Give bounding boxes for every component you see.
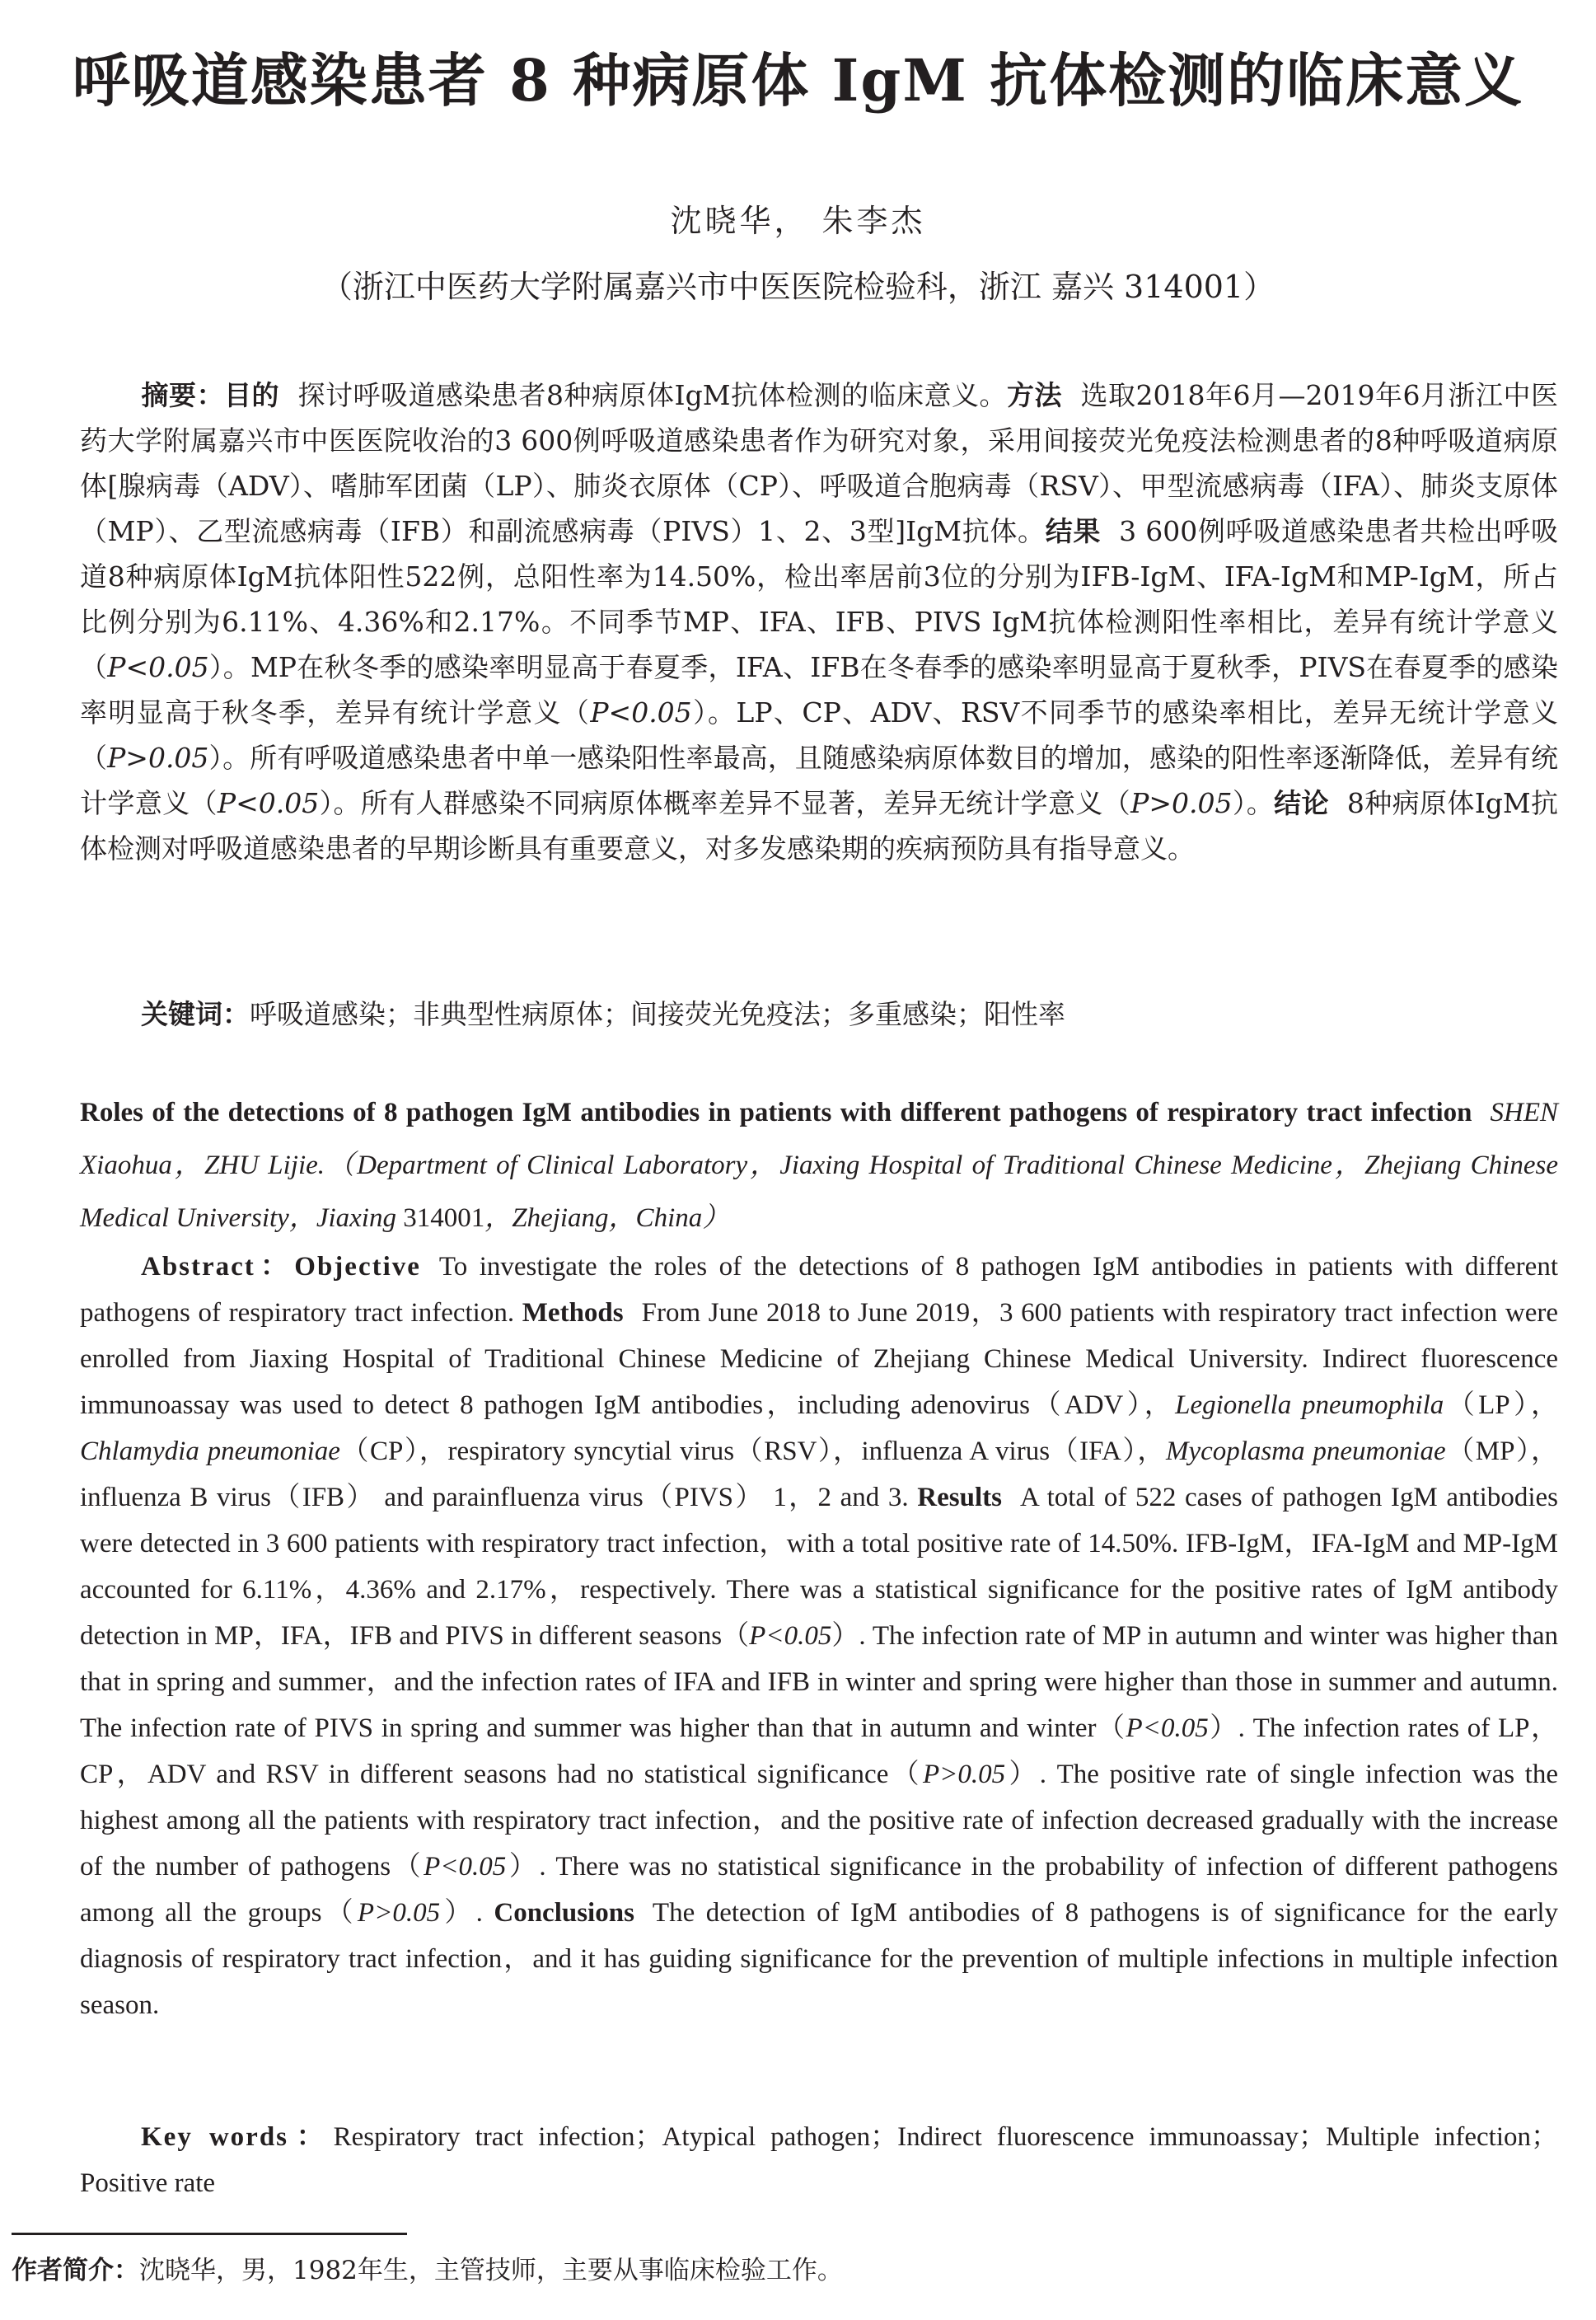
en-results-text: ）. The infection rate of MP in autumn and winter was higher than that in spring and summer，and the infection rates of IFA and IFB in winter and spring were higher than those in summer and autumn. The infection rate of PIVS in spring and summer was higher than that in autumn and winter（ xyxy=(80,1621,1558,1743)
cn-results-text: ）。MP在秋冬季的感染率明显高于春夏季，IFA、IFB在冬春季的感染率明显高于夏秋季，PIVS在春夏季的感染率明显高于秋冬季，差异有统计学意义（ xyxy=(80,651,1558,729)
en-p-value: P<0.05 xyxy=(1126,1713,1209,1743)
cn-p-value: P>0.05 xyxy=(1130,787,1233,819)
en-species-lp: Legionella pneumophila xyxy=(1175,1390,1444,1420)
en-keywords-label: Key words： xyxy=(141,2122,334,2152)
english-authors: SHEN Xiaohua，ZHU Lijie. xyxy=(80,1098,1558,1180)
en-keywords-text: Respiratory tract infection；Atypical pathogen；Indirect fluorescence immunoassay；Multiple infection；Positive rate xyxy=(80,2122,1558,2198)
chinese-abstract xyxy=(80,373,1558,871)
cn-results-text: ）。所有呼吸道感染患者中单一感染阳性率最高，且随感染病原体数目的增加，感染的阳性率逐渐降低，差异有统计学意义（ xyxy=(80,742,1559,819)
footnote-label: 作者简介： xyxy=(12,2256,139,2285)
paper-title: 呼吸道感染患者 8 种病原体 IgM 抗体检测的临床意义 xyxy=(72,46,1524,115)
author-footnote xyxy=(12,2250,1561,2291)
cn-results-label: 结果 xyxy=(1045,515,1102,547)
cn-keywords-text: 呼吸道感染；非典型性病原体；间接荧光免疫法；多重感染；阳性率 xyxy=(250,998,1065,1030)
en-results-label: Results xyxy=(917,1483,1002,1512)
cn-p-value: P<0.05 xyxy=(590,696,692,729)
en-objective-text: To investigate the roles of the detections of 8 pathogen IgM antibodies in patients with different pathogens of respiratory tract infection. xyxy=(80,1252,1558,1328)
cn-methods-text: 选取2018年6月—2019年6月浙江中医药大学附属嘉兴市中医医院收治的3 600例呼吸道感染患者作为研究对象，采用间接荧光免疫法检测患者的8种呼吸道病原体[腺病毒（ADV）、嗜肺军团菌（LP）、肺炎衣原体（CP）、呼吸道合胞病毒（RSV）、甲型流感病毒（IFA）、肺炎支原体（MP）、乙型流感病毒（IFB）和副流感病毒（PIVS）1、2、3型]IgM抗体。 xyxy=(80,379,1559,547)
cn-abstract-label: 摘要： xyxy=(141,379,225,411)
english-affiliation: （Department of Clinical Laboratory，Jiaxing Hospital of Traditional Chinese Medicine，Zhejiang Chinese Medical University，Jiaxing xyxy=(80,1151,1558,1233)
footnote-text: 沈晓华，男，1982年生，主管技师，主要从事临床检验工作。 xyxy=(139,2256,843,2285)
affiliation: （浙江中医药大学附属嘉兴市中医医院检验科，浙江 嘉兴 314001） xyxy=(321,269,1275,305)
en-p-value: P>0.05 xyxy=(357,1898,441,1928)
cn-methods-label: 方法 xyxy=(1007,379,1063,411)
cn-p-value: P>0.05 xyxy=(107,742,209,774)
en-results-text: ）. The infection rates of LP，CP，ADV and RSV in different seasons had no statistical significance（ xyxy=(80,1713,1558,1789)
en-methods-text: From June 2018 to June 2019，3 600 patients with respiratory tract infection were enrolled from Jiaxing Hospital of Traditional Chinese Medicine of Zhejiang Chinese Medical University. Indirect fluorescence immunoassay was used to detect 8 pathogen IgM antibodies，including adenovirus（ADV）， xyxy=(80,1298,1558,1420)
english-affiliation-tail: ，Zhejiang，China） xyxy=(484,1203,730,1233)
cn-p-value: P<0.05 xyxy=(217,787,320,819)
en-p-value: P>0.05 xyxy=(922,1760,1006,1789)
en-results-text: ）. The positive rate of single infection was the highest among all the patients with respiratory tract infection，and the positive rate of infection decreased gradually with the increase of the number of pathogens（ xyxy=(80,1760,1558,1882)
cn-results-text: ）。 xyxy=(1232,787,1275,819)
english-title-block xyxy=(80,1086,1558,1244)
en-p-value: P<0.05 xyxy=(424,1852,507,1882)
english-keywords xyxy=(80,2114,1558,2206)
en-conclusions-label: Conclusions xyxy=(494,1898,634,1928)
cn-objective-label: 目的 xyxy=(224,379,280,411)
en-methods-label: Methods xyxy=(522,1298,624,1328)
en-methods-text: （LP）， xyxy=(1444,1390,1559,1420)
english-abstract xyxy=(80,1244,1558,2028)
en-methods-text: （MP），influenza B virus（IFB） and parainfluenza virus（PIVS） 1，2 and 3. xyxy=(80,1437,1559,1512)
en-species-mp: Mycoplasma pneumoniae xyxy=(1165,1437,1446,1466)
cn-conclusion-label: 结论 xyxy=(1274,787,1329,819)
english-zip: 314001 xyxy=(403,1203,485,1233)
en-results-text: ）. xyxy=(440,1898,483,1928)
en-results-text: ）. There was no statistical significance in the probability of infection of different pathogens among all the groups（ xyxy=(80,1852,1558,1928)
cn-conclusion-text: 8种病原体IgM抗体检测对呼吸道感染患者的早期诊断具有重要意义，对多发感染期的疾病预防具有指导意义。 xyxy=(80,787,1559,865)
english-title: Roles of the detections of 8 pathogen IgM antibodies in patients with different pathogens of respiratory tract infection xyxy=(80,1098,1472,1127)
chinese-keywords xyxy=(141,991,1558,1037)
cn-p-value: P<0.05 xyxy=(107,651,209,683)
cn-results-text: 3 600例呼吸道感染患者共检出呼吸道8种病原体IgM抗体阳性522例，总阳性率为14.50%，检出率居前3位的分别为IFB-IgM、IFA-IgM和MP-IgM，所占比例分别为6.11%、4.36%和2.17%。不同季节MP、IFA、IFB、PIVS IgM抗体检测阳性率相比，差异有统计学意义（ xyxy=(80,515,1558,683)
cn-keywords-label: 关键词： xyxy=(141,998,250,1030)
en-p-value: P<0.05 xyxy=(749,1621,832,1651)
authors: 沈晓华， 朱李杰 xyxy=(670,203,926,239)
cn-objective-text: 探讨呼吸道感染患者8种病原体IgM抗体检测的临床意义。 xyxy=(297,379,1008,411)
en-objective-label: Objective xyxy=(294,1252,421,1282)
en-species-cp: Chlamydia pneumoniae xyxy=(80,1437,340,1466)
cn-results-text: ）。所有人群感染不同病原体概率差异不显著，差异无统计学意义（ xyxy=(319,787,1131,819)
en-conclusions-text: The detection of IgM antibodies of 8 pathogens is of significance for the early diagnosis of respiratory tract infection，and it has guiding significance for the prevention of multiple infections in multiple infection season. xyxy=(80,1898,1559,2020)
en-methods-text: （CP），respiratory syncytial virus（RSV），influenza A virus（IFA）， xyxy=(339,1437,1166,1466)
en-abstract-label: Abstract： xyxy=(141,1252,295,1282)
en-results-text: A total of 522 cases of pathogen IgM antibodies were detected in 3 600 patients with respiratory tract infection，with a total positive rate of 14.50%. IFB-IgM，IFA-IgM and MP-IgM accounted for 6.11%，4.36% and 2.17%，respectively. There was a statistical significance for the positive rates of IgM antibody detection in MP，IFA，IFB and PIVS in different seasons（ xyxy=(80,1483,1558,1651)
footnote-divider xyxy=(12,2233,407,2235)
cn-results-text: ）。LP、CP、ADV、RSV不同季节的感染率相比，差异无统计学意义（ xyxy=(80,696,1558,774)
